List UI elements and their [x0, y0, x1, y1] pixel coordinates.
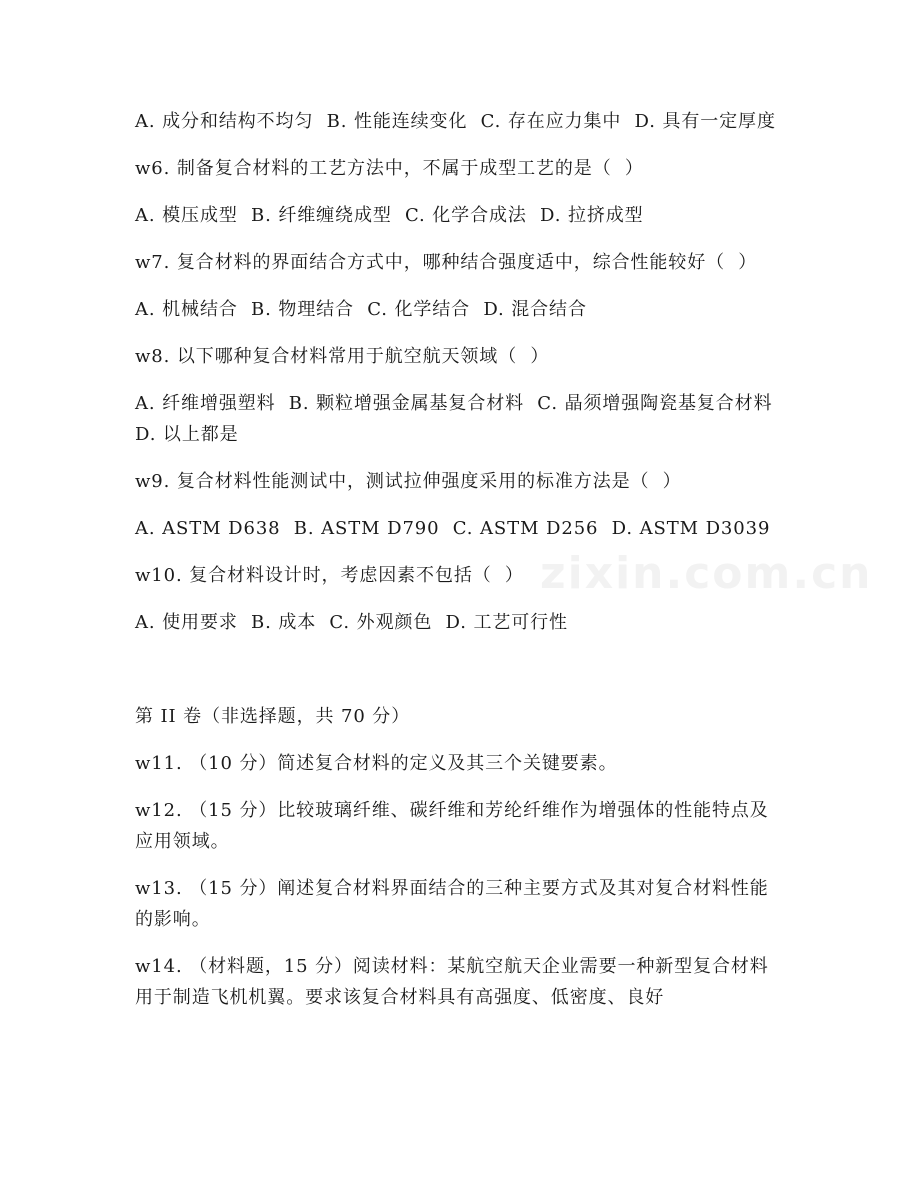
section-spacer	[135, 654, 785, 701]
question-w7: w7. 复合材料的界面结合方式中，哪种结合强度适中，综合性能较好（ ）	[135, 252, 758, 273]
question-w8: w8. 以下哪种复合材料常用于航空航天领域（ ）	[135, 346, 550, 367]
option-line-w10: A. 使用要求 B. 成本 C. 外观颜色 D. 工艺可行性	[135, 612, 568, 633]
question-w14: w14. （材料题，15 分）阅读材料：某航空航天企业需要一种新型复合材料用于制造飞机机翼。要求该复合材料具有高强度、低密度、良好	[135, 956, 769, 1008]
section-title: 第 II 卷（非选择题，共 70 分）	[135, 706, 411, 727]
question-w13: w13. （15 分）阐述复合材料界面结合的三种主要方式及其对复合材料性能的影响。	[135, 878, 769, 930]
option-line-w6: A. 模压成型 B. 纤维缠绕成型 C. 化学合成法 D. 拉挤成型	[135, 205, 644, 226]
question-w10: w10. 复合材料设计时，考虑因素不包括（ ）	[135, 565, 524, 586]
question-w6: w6. 制备复合材料的工艺方法中，不属于成型工艺的是（ ）	[135, 158, 644, 179]
question-w11: w11. （10 分）简述复合材料的定义及其三个关键要素。	[135, 753, 618, 774]
option-line-w8: A. 纤维增强塑料 B. 颗粒增强金属基复合材料 C. 晶须增强陶瓷基复合材料 D. 以上都是	[135, 393, 786, 445]
option-line-w7: A. 机械结合 B. 物理结合 C. 化学结合 D. 混合结合	[135, 299, 587, 320]
document-body	[135, 106, 785, 1029]
question-w9: w9. 复合材料性能测试中，测试拉伸强度采用的标准方法是（ ）	[135, 471, 682, 492]
option-line-w9: A. ASTM D638 B. ASTM D790 C. ASTM D256 D. ASTM D3039	[135, 518, 771, 539]
option-line-q5: A. 成分和结构不均匀 B. 性能连续变化 C. 存在应力集中 D. 具有一定厚度	[135, 111, 776, 132]
question-w12: w12. （15 分）比较玻璃纤维、碳纤维和芳纶纤维作为增强体的性能特点及应用领域。	[135, 800, 769, 852]
watermark: zixin.com.cn	[540, 548, 873, 599]
